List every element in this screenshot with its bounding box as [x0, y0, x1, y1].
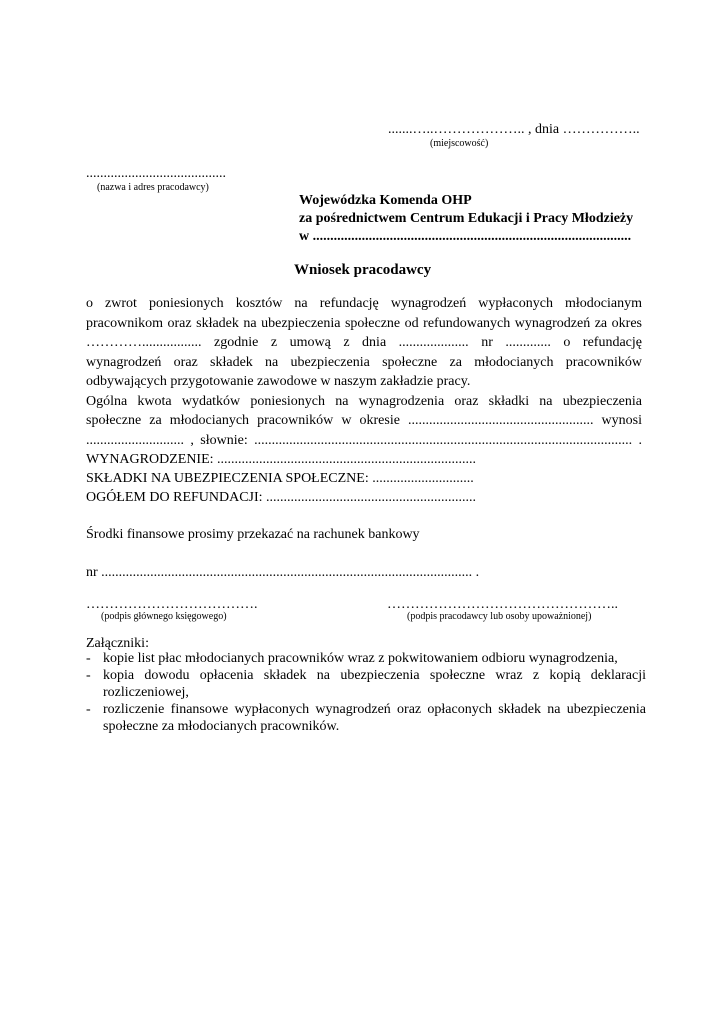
document-title: Wniosek pracodawcy	[294, 262, 432, 278]
chief-accountant-signature-caption: (podpis głównego księgowego)	[101, 611, 227, 622]
employer-signature-caption: (podpis pracodawcy lub osoby upoważnionej)	[407, 611, 592, 622]
total-wages-line: WYNAGRODZENIE: ..........................................................................	[86, 452, 477, 467]
attachments-heading: Załączniki:	[86, 636, 149, 651]
place-date-line: .......…..……………….. , dnia ……………..	[388, 122, 640, 137]
chief-accountant-signature-dots: ……………………………….	[86, 597, 258, 612]
attachment-item	[86, 701, 646, 735]
attachment-text: rozliczenie finansowe wypłaconych wynagrodzeń oraz opłaconych składek na ubezpieczenia	[103, 702, 646, 717]
body-line: wynagrodzeń oraz składek na ubezpieczenia społeczne za młodocianych pracowników	[86, 355, 642, 370]
account-number-line: nr .......................................................................................................... .	[86, 565, 480, 580]
attachment-text: społeczne za młodocianych pracowników.	[103, 719, 340, 734]
employer-signature-dots: …………………………………………..	[387, 597, 618, 612]
body-line: …………................. zgodnie z umową z dnia .................... nr ............. o refundację	[86, 335, 642, 350]
attachment-text: rozliczeniowej,	[103, 685, 189, 700]
bank-request: Środki finansowe prosimy przekazać na rachunek bankowy	[86, 527, 420, 542]
list-dash: -	[86, 702, 91, 717]
addressee-line-3: w ...........................................................................................	[299, 229, 632, 244]
addressee-line-2: za pośrednictwem Centrum Edukacji i Pracy Młodzieży	[299, 211, 634, 226]
body-line: ............................ , słownie: ............................................................................................................ .	[86, 433, 642, 448]
attachments-list	[86, 650, 646, 735]
attachment-item	[86, 650, 646, 667]
attachment-text: kopie list płac młodocianych pracowników wraz z pokwitowaniem odbioru wynagrodzenia,	[103, 651, 618, 666]
body-line: odbywających przygotowanie zawodowe w naszym zakładzie pracy.	[86, 374, 471, 389]
place-caption: (miejscowość)	[430, 138, 489, 149]
employer-caption: (nazwa i adres pracodawcy)	[97, 182, 209, 193]
body-line: Ogólna kwota wydatków poniesionych na wynagrodzenia oraz składki na ubezpieczenia	[86, 394, 642, 409]
employer-dots: ........................................	[86, 166, 226, 181]
addressee-line-1: Wojewódzka Komenda OHP	[299, 193, 472, 208]
body-line: pracownikom oraz składek na ubezpieczenia społeczne od refundowanych wynagrodzeń za okres	[86, 316, 642, 331]
attachment-item	[86, 667, 646, 701]
list-dash: -	[86, 651, 91, 666]
body-line: społeczne za młodocianych pracowników w okresie ..................................................... wynosi	[86, 413, 642, 428]
body-line: o zwrot poniesionych kosztów na refundację wynagrodzeń wypłaconych młodocianym	[86, 296, 642, 311]
list-dash: -	[86, 668, 91, 683]
total-contributions-line: SKŁADKI NA UBEZPIECZENIA SPOŁECZNE: .............................	[86, 471, 474, 486]
attachment-text: kopia dowodu opłacenia składek na ubezpieczenia społeczne wraz z kopią deklaracji	[103, 668, 646, 683]
total-refund-line: OGÓŁEM DO REFUNDACJI: ............................................................	[86, 490, 477, 505]
